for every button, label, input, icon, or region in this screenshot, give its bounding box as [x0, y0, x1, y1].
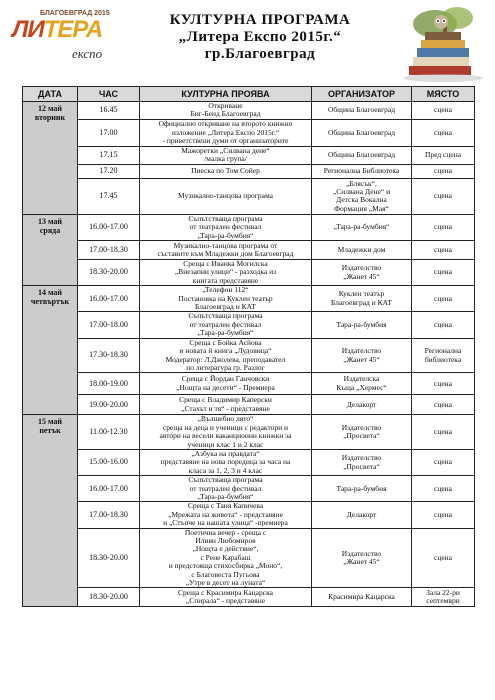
table-row [23, 312, 475, 338]
event-cell: Съпътстваща програма от театрален фестивал „Тара-ра-бумбия“ [140, 214, 312, 240]
time-cell: 18.30-20.00 [78, 528, 140, 588]
litera-expo-logo [10, 6, 140, 76]
header-event: КУЛТУРНА ПРОЯВА [140, 87, 312, 102]
event-cell: Съпътстваща програма от театрален фестивал „Тара-ра-бумбия“ [140, 312, 312, 338]
place-cell: сцена [412, 102, 475, 120]
logo-city: БЛАГОЕВГРАД 2015 [40, 10, 110, 17]
place-cell: Регионална библиотека [412, 338, 475, 373]
place-cell: сцена [412, 476, 475, 502]
header-time: ЧАС [78, 87, 140, 102]
table-row [23, 102, 475, 120]
organizer-cell: Издателство „Жанет 45“ [312, 260, 412, 286]
event-cell: Среща с Иванка Могилска „Внезапни улици“ - разходка из книгата представяне [140, 260, 312, 286]
header-place: МЯСТО [412, 87, 475, 102]
program-table [22, 86, 475, 607]
table-row [23, 146, 475, 164]
table-row [23, 338, 475, 373]
event-cell: Среща с Йордан Ганчовски „Нощта на десети“ - Премиера [140, 373, 312, 395]
logo-wordmark: ЛИТЕРА [12, 16, 103, 43]
time-cell: 17.00-18.30 [78, 502, 140, 528]
organizer-cell: Младежки дом [312, 241, 412, 260]
time-cell: 17.15 [78, 146, 140, 164]
table-row [23, 415, 475, 450]
time-cell: 16.00-17.00 [78, 476, 140, 502]
event-cell: „Вълшебно лято“ среща на деца и ученици с редактори и автори на весели ваканционни книжки за ученици клас 1 и 2 клас [140, 415, 312, 450]
organizer-cell: Красимира Кацарска [312, 588, 412, 607]
event-cell: Откриване Биг-Бенд Благоевград [140, 102, 312, 120]
time-cell: 11.00-12.30 [78, 415, 140, 450]
event-cell: „Телефон 112“ Постановка на Куклен театър Благоевград и КАТ [140, 286, 312, 312]
date-cell: 13 май сряда [23, 214, 78, 285]
table-row [23, 395, 475, 415]
organizer-cell: Регионална Библиотека [312, 164, 412, 178]
organizer-cell: Община Благоевград [312, 102, 412, 120]
organizer-cell: Община Благоевград [312, 146, 412, 164]
place-cell: сцена [412, 449, 475, 475]
organizer-cell: „Тара-ра-бумбия“ [312, 214, 412, 240]
time-cell: 18.00-19.00 [78, 373, 140, 395]
table-row [23, 528, 475, 588]
event-cell: Среща с Таня Капичева „Мрежата на живота“ - представяне и „Стъпче на нашата улица“ -премиера [140, 502, 312, 528]
event-cell: Среща с Красимира Кацарска „Спирала“ - представяне [140, 588, 312, 607]
time-cell: 19.00-20.00 [78, 395, 140, 415]
organizer-cell: Община Благоевград [312, 119, 412, 146]
table-row [23, 178, 475, 214]
time-cell: 16.00-17.00 [78, 286, 140, 312]
time-cell: 17.20 [78, 164, 140, 178]
place-cell: сцена [412, 119, 475, 146]
organizer-cell: Куклен театър Благоевград и КАТ [312, 286, 412, 312]
place-cell: сцена [412, 415, 475, 450]
page-title [140, 12, 380, 63]
place-cell: Пред сцена [412, 146, 475, 164]
table-row [23, 214, 475, 240]
time-cell: 16.45 [78, 102, 140, 120]
table-row [23, 260, 475, 286]
logo-subtitle: експо [72, 46, 103, 61]
time-cell: 17.00-18.00 [78, 312, 140, 338]
table-row [23, 373, 475, 395]
place-cell: сцена [412, 164, 475, 178]
time-cell: 16.00-17.00 [78, 214, 140, 240]
table-row [23, 476, 475, 502]
place-cell: Зала 22-ри септември [412, 588, 475, 607]
place-cell: сцена [412, 214, 475, 240]
table-row [23, 502, 475, 528]
table-row [23, 286, 475, 312]
header [0, 0, 495, 86]
table-row [23, 588, 475, 607]
event-cell: Пиеска по Том Сойер [140, 164, 312, 178]
time-cell: 17.30-18.30 [78, 338, 140, 373]
table-header-row [23, 87, 475, 102]
organizer-cell: Тара-ра-бумбия [312, 476, 412, 502]
organizer-cell: Издателство „Жанет 45“ [312, 338, 412, 373]
organizer-cell: Издателство „Просвета“ [312, 415, 412, 450]
event-cell: Среща с Бойка Асйова и новата й книга „Лудовица“ Модератор: Л.Джолева, преподавател по литература гр. Разлог [140, 338, 312, 373]
place-cell: сцена [412, 502, 475, 528]
event-cell: Официално откриване на второто книжно изложение „Литера Експо 2015г.“ - приветствени думи от организаторите [140, 119, 312, 146]
header-date: ДАТА [23, 87, 78, 102]
time-cell: 15.00-16.00 [78, 449, 140, 475]
date-cell: 12 май вторник [23, 102, 78, 215]
event-cell: Поетична вечер - среща с Илиян Любомиров „Нощта е действие“, с Рене Карабаш и предстояща стихосбирка „Моно“, с Благовеста Пугьова „Утре в десет на луната“ [140, 528, 312, 588]
place-cell: сцена [412, 260, 475, 286]
place-cell: сцена [412, 286, 475, 312]
table-row [23, 241, 475, 260]
event-cell: Съпътстваща програма от театрален фестивал „Тара-ра-бумбия“ [140, 476, 312, 502]
event-cell: Музикално-танцова програма от съставите към Младежки дом Благоевград [140, 241, 312, 260]
organizer-cell: „Блясък“, „Силвана Дене“ и Детска Вокална Формация „Мая“ [312, 178, 412, 214]
organizer-cell: Делакорт [312, 395, 412, 415]
time-cell: 17.45 [78, 178, 140, 214]
place-cell: сцена [412, 373, 475, 395]
date-cell: 15 май петък [23, 415, 78, 607]
table-row [23, 449, 475, 475]
organizer-cell: Издателска Къща „Хермес“ [312, 373, 412, 395]
place-cell: сцена [412, 178, 475, 214]
title-line-1: КУЛТУРНА ПРОГРАМА [169, 12, 351, 28]
time-cell: 18.30-20.00 [78, 260, 140, 286]
place-cell: сцена [412, 528, 475, 588]
place-cell: сцена [412, 395, 475, 415]
event-cell: Мажоретки „Силвана дене“ /малка група/ [140, 146, 312, 164]
place-cell: сцена [412, 241, 475, 260]
date-cell: 14 май четвъртък [23, 286, 78, 415]
table-row [23, 119, 475, 146]
title-line-3: гр.Благоевград [204, 46, 316, 62]
time-cell: 17.00-18.30 [78, 241, 140, 260]
time-cell: 17.00 [78, 119, 140, 146]
organizer-cell: Издателство „Жанет 45“ [312, 528, 412, 588]
organizer-cell: Тара-ра-бумбия [312, 312, 412, 338]
table-row [23, 164, 475, 178]
time-cell: 18.30-20.00 [78, 588, 140, 607]
event-cell: Среща с Владимир Каперски „Стахът и тя“ - представяне [140, 395, 312, 415]
title-line-2: „Литера Експо 2015г.“ [178, 29, 342, 45]
organizer-cell: Делакорт [312, 502, 412, 528]
event-cell: „Азбука на правдата“ представяне на нова поредица за часа на класа за 1, 2, 3 и 4 клас [140, 449, 312, 475]
books-decoration [395, 2, 490, 84]
header-organizer: ОРГАНИЗАТОР [312, 87, 412, 102]
organizer-cell: Издателство „Просвета“ [312, 449, 412, 475]
place-cell: сцена [412, 312, 475, 338]
event-cell: Музикално-танцова програма [140, 178, 312, 214]
